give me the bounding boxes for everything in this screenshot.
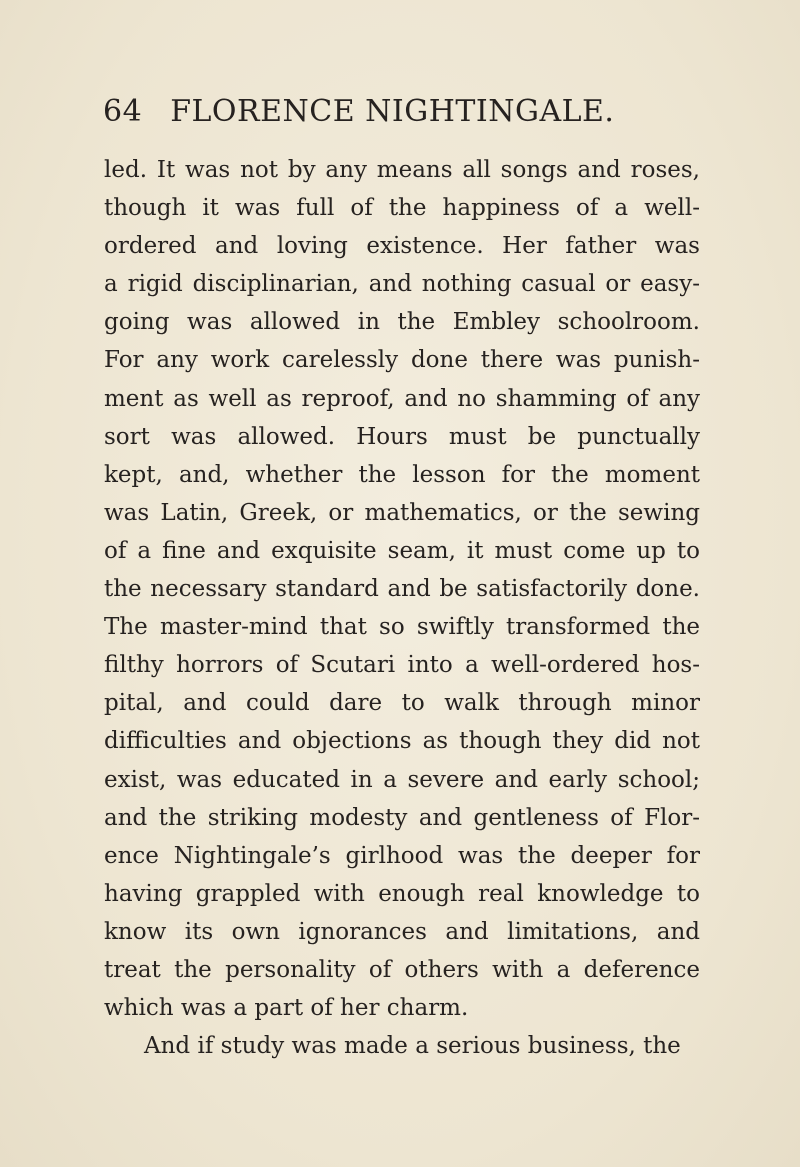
- text-line: exist, was educated in a severe and early school;: [104, 766, 700, 793]
- text-line: pital, and could dare to walk through minor: [104, 690, 700, 717]
- text-line: going was allowed in the Embley schoolroom.: [104, 309, 700, 336]
- text-line: know its own ignorances and limitations, and: [104, 918, 700, 945]
- text-line: the necessary standard and be satisfactorily done.: [104, 576, 700, 603]
- text-line: of a fine and exquisite seam, it must come up to: [104, 537, 700, 564]
- text-line: sort was allowed. Hours must be punctually: [104, 423, 700, 450]
- text-line: was Latin, Greek, or mathematics, or the sewing: [104, 499, 700, 526]
- text-line: ment as well as reproof, and no shamming of any: [104, 385, 700, 412]
- text-line: difficulties and objections as though they did not: [104, 728, 700, 755]
- text-line: kept, and, whether the lesson for the moment: [104, 461, 700, 488]
- text-line: having grappled with enough real knowledge to: [104, 880, 700, 907]
- running-head: [103, 94, 723, 144]
- text-line: For any work carelessly done there was punish-: [104, 347, 700, 374]
- text-line: treat the personality of others with a deference: [104, 956, 700, 983]
- text-line: ence Nightingale’s girlhood was the deeper for: [104, 842, 700, 869]
- paragraph-end-line: which was a part of her charm.: [104, 995, 469, 1022]
- text-line: led. It was not by any means all songs and roses,: [104, 157, 700, 183]
- text-line: ordered and loving existence. Her father was: [104, 233, 700, 260]
- text-line: The master-mind that so swiftly transformed the: [104, 614, 700, 641]
- paragraph-start-line: And if study was made a serious business, the: [144, 1033, 681, 1060]
- text-line: and the striking modesty and gentleness of Flor-: [104, 804, 700, 831]
- page-number: 64: [103, 94, 143, 129]
- text-line: though it was full of the happiness of a well-: [104, 195, 700, 222]
- text-line: filthy horrors of Scutari into a well-ordered hos-: [104, 652, 700, 679]
- body-text: [104, 151, 700, 1065]
- running-title: FLORENCE NIGHTINGALE.: [170, 94, 615, 129]
- text-line: a rigid disciplinarian, and nothing casual or easy-: [104, 271, 700, 298]
